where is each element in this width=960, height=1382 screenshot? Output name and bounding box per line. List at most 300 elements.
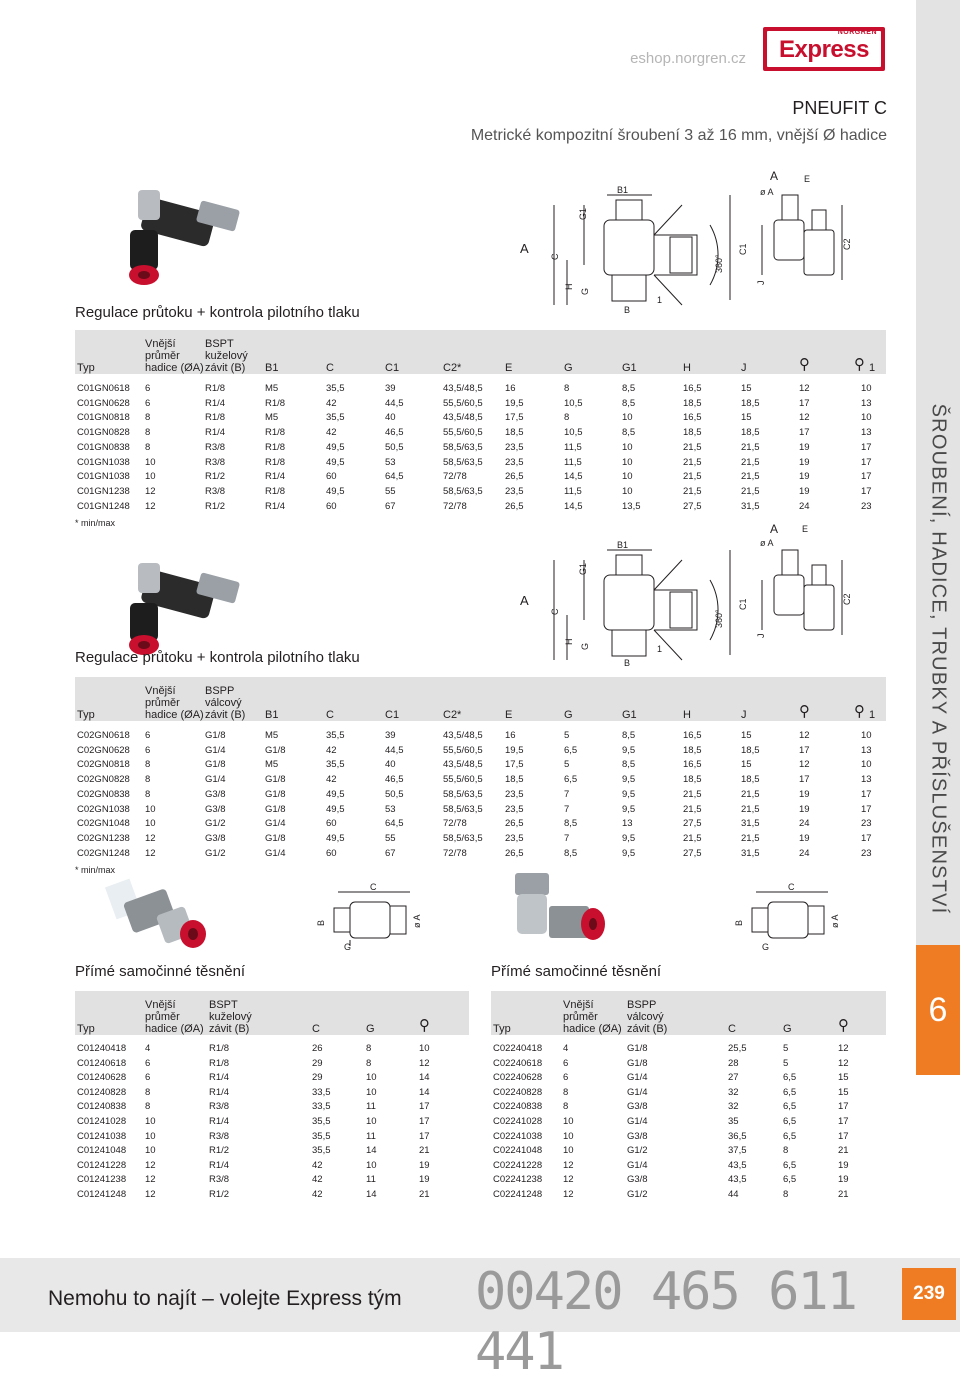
table-cell: 5 [783, 1043, 789, 1054]
table-cell: R3/8 [209, 1130, 230, 1142]
table-cell: 11 [366, 1101, 376, 1113]
table-cell: 12 [145, 1174, 156, 1186]
page-subtitle: Metrické kompozitní šroubení 3 až 16 mm, vnější Ø hadice [470, 127, 887, 144]
wrench-icon: ⚲ [838, 1016, 849, 1034]
table-cell: G1/4 [627, 1086, 648, 1098]
drawing-label-b1: B1 [617, 185, 629, 195]
table-cell: R1/4 [265, 500, 286, 512]
table-cell: 14 [419, 1072, 430, 1084]
col-g1: G1 [622, 362, 637, 374]
table-cell: 15 [741, 383, 752, 394]
table-cell: 26,5 [505, 471, 524, 483]
table-cell: 49,5 [326, 485, 345, 497]
drawing2-label-a: A [520, 593, 529, 608]
table-cell: 10 [622, 471, 633, 483]
table-cell: R3/8 [205, 441, 226, 453]
table-cell: 60 [326, 847, 337, 859]
table-cell: 31,5 [741, 847, 760, 859]
table-cell: 58,5/63,5 [443, 441, 483, 453]
table-cell: 18,5 [741, 744, 760, 756]
table-cell: 18,5 [741, 427, 760, 439]
table-cell: M5 [265, 730, 279, 741]
table-cell: 12 [838, 1043, 849, 1054]
table-cell: 10 [145, 803, 156, 815]
table-cell: C02GN0838 [77, 788, 130, 800]
col-c2: C2* [443, 362, 462, 374]
table-cell: 8 [145, 1086, 151, 1098]
table-cell: 55,5/60,5 [443, 427, 483, 439]
drawing4-label-c: C [788, 882, 795, 892]
table-cell: G1/4 [205, 774, 226, 786]
table-cell: G1/2 [627, 1145, 648, 1157]
table-cell: G1/4 [265, 818, 286, 830]
table-cell: 10 [145, 1116, 156, 1127]
table-cell: C02241228 [493, 1159, 543, 1171]
drawing2-label-oa: ø A [760, 538, 774, 548]
norgren-express-logo[interactable] [763, 27, 885, 71]
table-cell: 21,5 [683, 485, 702, 497]
col-g1: G1 [622, 709, 637, 721]
col-b1: B1 [265, 709, 279, 721]
table-cell: 17 [861, 832, 872, 844]
table-cell: C01240618 [77, 1057, 127, 1069]
table-cell: R1/8 [265, 397, 286, 409]
table-cell: 10 [861, 383, 872, 394]
table-cell: C02241238 [493, 1174, 543, 1186]
table-cell: C01241028 [77, 1116, 127, 1127]
table-cell: C02GN1048 [77, 818, 130, 830]
table-cell: 26,5 [505, 500, 524, 512]
table-cell: 21,5 [683, 803, 702, 815]
table-cell: 17 [861, 441, 872, 453]
table-cell: G1/8 [205, 759, 226, 771]
table-cell: 5 [564, 759, 570, 771]
col-typ: Typ [77, 709, 95, 721]
table-cell: 19 [799, 485, 810, 497]
table-cell: C01241238 [77, 1174, 127, 1186]
drawing2-label-c: C [550, 608, 560, 615]
table-cell: 6,5 [564, 774, 578, 786]
table-cell: 42 [326, 397, 337, 409]
table-cell: 23,5 [505, 832, 524, 844]
table-cell: R3/8 [209, 1174, 230, 1186]
table-cell: 8,5 [564, 818, 578, 830]
table-cell: 17 [799, 774, 810, 786]
table-cell: 18,5 [683, 397, 702, 409]
table-cell: 15 [741, 759, 752, 771]
table-cell: 19 [419, 1174, 430, 1186]
table-cell: 42 [312, 1189, 323, 1200]
table-cell: 13 [861, 427, 872, 439]
table-4-header [491, 991, 886, 1035]
table-cell: 8,5 [622, 397, 636, 409]
table-cell: 21,5 [741, 832, 760, 844]
table-cell: 21 [838, 1189, 849, 1200]
col-diameter-2: průměr [145, 1011, 180, 1023]
col-diameter-3: hadice (ØA) [563, 1023, 622, 1035]
col-typ: Typ [493, 1023, 511, 1035]
table-cell: R1/2 [205, 500, 226, 512]
table-cell: C01GN0628 [77, 397, 130, 409]
col-diameter-2: průměr [145, 350, 180, 362]
table-cell: 10 [861, 730, 872, 741]
table-cell: 7 [564, 803, 570, 815]
table-cell: 10 [366, 1116, 377, 1127]
table-cell: 14 [366, 1189, 377, 1200]
table-cell: 27,5 [683, 818, 702, 830]
table-cell: 58,5/63,5 [443, 485, 483, 497]
table-cell: C01240418 [77, 1043, 127, 1054]
table-cell: 9,5 [622, 832, 636, 844]
table-1 [75, 330, 886, 512]
table-cell: 25,5 [728, 1043, 747, 1054]
table-cell: 27 [728, 1072, 739, 1084]
table-cell: 43,5/48,5 [443, 383, 483, 394]
table-cell: 8 [145, 412, 151, 424]
table-4 [491, 991, 886, 1201]
table-cell: 6 [145, 383, 151, 394]
table-cell: 17 [861, 788, 872, 800]
eshop-link[interactable]: eshop.norgren.cz [630, 50, 746, 67]
table-cell: C01240828 [77, 1086, 127, 1098]
table-cell: 8 [145, 1101, 151, 1113]
table-cell: 35 [728, 1116, 739, 1127]
table-cell: 10 [366, 1072, 377, 1084]
table-cell: 17 [861, 803, 872, 815]
drawing-label-g1: G1 [578, 207, 588, 220]
table-cell: 11 [366, 1174, 376, 1186]
table-cell: 46,5 [385, 774, 404, 786]
table-cell: 23 [861, 500, 872, 512]
drawing2-label-g: G [580, 642, 590, 650]
table-cell: 8 [783, 1189, 789, 1200]
table-cell: G1/4 [627, 1159, 648, 1171]
table-cell: 19 [799, 788, 810, 800]
col-c: C [326, 362, 334, 374]
table-cell: 42 [326, 427, 337, 439]
table-cell: 10 [366, 1159, 377, 1171]
table-cell: 21,5 [683, 471, 702, 483]
table-cell: 21 [419, 1145, 430, 1157]
drawing2-label-c2: C2 [842, 593, 852, 605]
table-cell: 8 [145, 427, 151, 439]
table-cell: C02241038 [493, 1130, 543, 1142]
table-1-header [75, 330, 886, 374]
table-cell: 17 [419, 1130, 430, 1142]
table-cell: C01241048 [77, 1145, 127, 1157]
drawing-label-360: 360° [714, 254, 724, 273]
table-cell: 6,5 [783, 1130, 797, 1142]
table-cell: 17,5 [505, 759, 524, 771]
table-cell: 55 [385, 485, 396, 497]
footer-phone[interactable]: 00420 465 611 441 [475, 1262, 856, 1382]
table-cell: 6 [145, 744, 151, 756]
table-cell: 18,5 [683, 744, 702, 756]
table-cell: 4 [563, 1043, 569, 1054]
table-cell: C01GN0618 [77, 383, 130, 394]
table-cell: 12 [145, 832, 156, 844]
table-cell: C01GN1038 [77, 456, 130, 468]
table-cell: 21 [419, 1189, 430, 1200]
col-thread-3: závit (B) [627, 1023, 668, 1035]
drawing2-label-1: 1 [657, 644, 663, 654]
table-cell: R3/8 [209, 1101, 230, 1113]
table-cell: 67 [385, 500, 396, 512]
table-cell: 21,5 [683, 788, 702, 800]
table-cell: 21,5 [741, 485, 760, 497]
drawing2-label-h: H [564, 638, 574, 645]
table-cell: 17 [838, 1116, 849, 1127]
table-cell: 67 [385, 847, 396, 859]
table-cell: 19 [799, 832, 810, 844]
table-cell: 6,5 [783, 1116, 797, 1127]
col-h: H [683, 362, 691, 374]
table-cell: 40 [385, 412, 396, 424]
table-cell: 14 [366, 1145, 377, 1157]
table-cell: 60 [326, 471, 337, 483]
table-cell: 10 [145, 1130, 156, 1142]
table-cell: C02GN0618 [77, 730, 130, 741]
col-diameter-3: hadice (ØA) [145, 709, 204, 721]
col-g: G [783, 1023, 792, 1035]
drawing-label-1: 1 [657, 295, 663, 305]
drawing-label-g: G [580, 287, 590, 295]
table-cell: 33,5 [312, 1086, 331, 1098]
table-cell: 72/78 [443, 847, 467, 859]
table-cell: G3/8 [627, 1130, 648, 1142]
table-cell: 12 [419, 1057, 430, 1069]
table-cell: 24 [799, 818, 810, 830]
table-cell: 10 [419, 1043, 430, 1054]
table-cell: G1/8 [265, 803, 286, 815]
table-cell: 12 [563, 1189, 574, 1200]
table-cell: G1/4 [627, 1072, 648, 1084]
drawing4-label-g: G [762, 942, 770, 952]
table-cell: 27,5 [683, 847, 702, 859]
table-cell: 55,5/60,5 [443, 774, 483, 786]
table-cell: 10 [145, 471, 156, 483]
table-cell: 23,5 [505, 803, 524, 815]
table-cell: 12 [145, 847, 156, 859]
table-cell: 10,5 [564, 427, 583, 439]
table-cell: G1/4 [627, 1116, 648, 1127]
table-cell: 28 [728, 1057, 739, 1069]
table-cell: R1/4 [209, 1086, 230, 1098]
table-cell: 9,5 [622, 774, 636, 786]
technical-drawing-straight-1 [310, 880, 430, 955]
table-2-note: * min/max [75, 865, 116, 875]
col-c1: C1 [385, 362, 400, 374]
table-cell: 8 [145, 774, 151, 786]
table-cell: 44,5 [385, 397, 404, 409]
table-cell: 29 [312, 1072, 323, 1084]
col-k1: 1 [869, 362, 876, 374]
col-e: E [505, 709, 513, 721]
col-g: G [366, 1023, 375, 1035]
product-photo-straight-connector [105, 870, 215, 960]
table-cell: C02GN1248 [77, 847, 130, 859]
table-cell: 27,5 [683, 500, 702, 512]
table-cell: 17 [838, 1130, 849, 1142]
table-cell: 18,5 [683, 774, 702, 786]
drawing4-label-oa: ø A [830, 914, 840, 928]
table-cell: 8 [783, 1145, 789, 1157]
footer-help-text: Nemohu to najít – volejte Express tým [48, 1287, 402, 1310]
table-cell: 12 [799, 730, 810, 741]
table-cell: R1/2 [205, 471, 226, 483]
drawing3-label-c: C [370, 882, 377, 892]
table-cell: 58,5/63,5 [443, 803, 483, 815]
col-thread-1: BSPT [209, 999, 238, 1011]
table-cell: C02240838 [493, 1101, 543, 1113]
table-cell: 17 [861, 456, 872, 468]
table-cell: C01GN0828 [77, 427, 130, 439]
table-cell: 21,5 [683, 441, 702, 453]
table-cell: 19 [799, 456, 810, 468]
table-cell: 19 [419, 1159, 430, 1171]
table-cell: 21,5 [741, 456, 760, 468]
table-cell: C02240628 [493, 1072, 543, 1084]
col-diameter-3: hadice (ØA) [145, 362, 204, 374]
table-cell: 10 [861, 412, 872, 424]
table-cell: C01241228 [77, 1159, 127, 1171]
table-3-header [75, 991, 469, 1035]
table-cell: G1/2 [205, 818, 226, 830]
col-diameter-1: Vnější [145, 338, 176, 350]
table-cell: 55 [385, 832, 396, 844]
col-c1: C1 [385, 709, 400, 721]
table-cell: 5 [564, 730, 570, 741]
col-thread-3: závit (B) [205, 362, 246, 374]
table-cell: 17 [799, 427, 810, 439]
col-diameter-1: Vnější [145, 999, 176, 1011]
table-cell: 10 [145, 1145, 156, 1157]
table-cell: R1/2 [209, 1189, 230, 1200]
table-cell: 12 [563, 1159, 574, 1171]
col-k1: 1 [869, 709, 876, 721]
table-cell: 8,5 [622, 730, 636, 741]
table-cell: 6,5 [783, 1072, 797, 1084]
table-cell: 8 [145, 759, 151, 771]
col-thread-2: kuželový [205, 350, 248, 362]
table-cell: 9,5 [622, 847, 636, 859]
table-cell: 8,5 [564, 847, 578, 859]
table-cell: 23,5 [505, 441, 524, 453]
col-thread-1: BSPP [627, 999, 657, 1011]
table-cell: 16,5 [683, 730, 702, 741]
table-cell: C02240618 [493, 1057, 543, 1069]
drawing4-label-b: B [734, 919, 744, 926]
table-cell: 12 [145, 485, 156, 497]
table-cell: C01GN1248 [77, 500, 130, 512]
table-cell: 64,5 [385, 818, 404, 830]
table-cell: 6 [145, 730, 151, 741]
table-cell: 13,5 [622, 500, 641, 512]
table-cell: C02GN0818 [77, 759, 130, 771]
table-cell: 58,5/63,5 [443, 788, 483, 800]
table-cell: R1/8 [205, 383, 226, 394]
table-cell: G3/8 [627, 1101, 648, 1113]
table-cell: 8,5 [622, 383, 636, 394]
table-cell: 21,5 [741, 471, 760, 483]
col-thread-3: závit (B) [205, 709, 246, 721]
table-cell: 11 [366, 1130, 376, 1142]
table-cell: 46,5 [385, 427, 404, 439]
drawing3-label-g: G [344, 942, 352, 952]
table-cell: 6 [145, 397, 151, 409]
table-cell: 23 [861, 847, 872, 859]
table-cell: R1/4 [205, 427, 226, 439]
table-cell: C02241048 [493, 1145, 543, 1157]
table-cell: 12 [145, 500, 156, 512]
table-cell: 35,5 [312, 1130, 331, 1142]
col-thread-1: BSPP [205, 685, 235, 697]
table-cell: 12 [799, 759, 810, 771]
table-cell: 14,5 [564, 471, 583, 483]
table-cell: R1/8 [265, 441, 286, 453]
table-cell: 17 [861, 485, 872, 497]
table-cell: 8 [564, 383, 570, 394]
col-thread-2: válcový [627, 1011, 664, 1023]
table-cell: 23 [861, 818, 872, 830]
table-cell: 32 [728, 1101, 739, 1113]
drawing3-label-b: B [316, 919, 326, 926]
table-cell: 33,5 [312, 1101, 331, 1113]
table-cell: 8 [563, 1101, 569, 1113]
table-cell: 17,5 [505, 412, 524, 424]
table-cell: 15 [838, 1086, 849, 1098]
table-cell: R1/8 [205, 412, 226, 424]
table-cell: 10 [563, 1145, 574, 1157]
col-thread-1: BSPT [205, 338, 234, 350]
table-cell: 29 [312, 1057, 323, 1069]
table-cell: 9,5 [622, 788, 636, 800]
table-cell: G3/8 [627, 1174, 648, 1186]
table-cell: R1/4 [209, 1072, 230, 1084]
col-h: H [683, 709, 691, 721]
table-cell: 35,5 [326, 759, 345, 771]
col-e: E [505, 362, 513, 374]
table-cell: 18,5 [741, 397, 760, 409]
table-cell: 31,5 [741, 818, 760, 830]
table-cell: 26 [312, 1043, 323, 1054]
col-c: C [312, 1023, 320, 1035]
side-category-label: ŠROUBENÍ, HADICE, TRUBKY A PŘÍSLUŠENSTVÍ [927, 403, 950, 915]
table-cell: 12 [799, 383, 810, 394]
table-cell: 42 [312, 1159, 323, 1171]
table-cell: 6,5 [564, 744, 578, 756]
table-cell: 43,5 [728, 1159, 747, 1171]
section-title-1: Regulace průtoku + kontrola pilotního tlaku [75, 304, 360, 321]
drawing2-label-b: B [624, 658, 631, 668]
table-cell: R1/8 [265, 427, 286, 439]
table-cell: 6 [145, 1072, 151, 1084]
col-diameter-1: Vnější [145, 685, 176, 697]
table-cell: 42 [326, 744, 337, 756]
table-cell: R1/8 [209, 1043, 230, 1054]
table-cell: 10 [366, 1086, 377, 1098]
table-cell: 7 [564, 832, 570, 844]
table-cell: 17 [799, 744, 810, 756]
table-cell: 10 [861, 759, 872, 771]
table-cell: 12 [145, 1159, 156, 1171]
table-cell: 43,5/48,5 [443, 730, 483, 741]
table-cell: G1/8 [627, 1057, 648, 1069]
table-cell: 8 [366, 1043, 372, 1054]
table-cell: 10 [622, 412, 633, 424]
col-diameter-2: průměr [145, 697, 180, 709]
table-cell: 12 [563, 1174, 574, 1186]
